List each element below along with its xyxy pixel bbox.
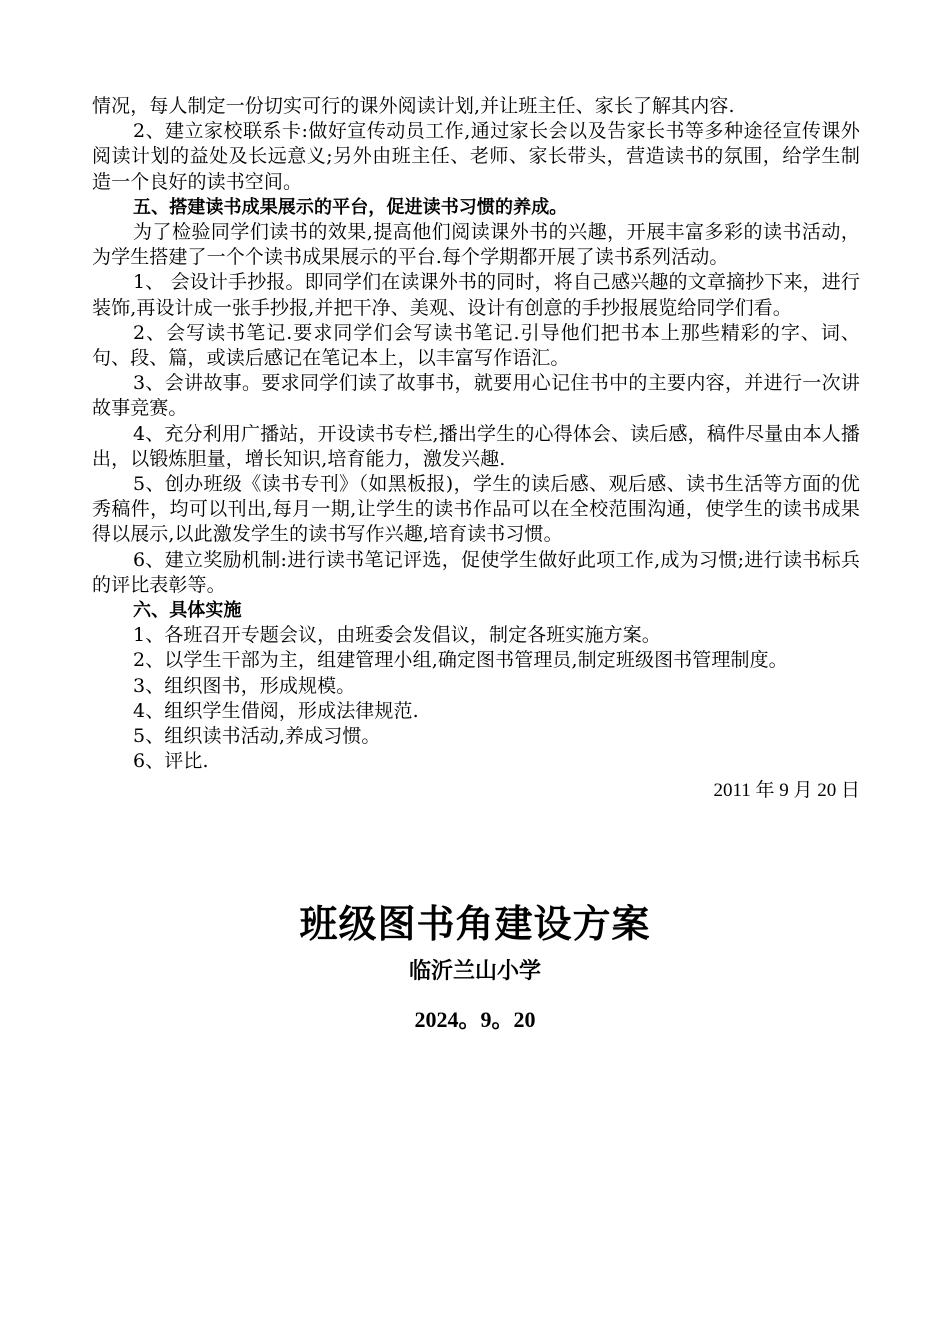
paragraph: 情况，每人制定一份切实可行的课外阅读计划,并让班主任、家长了解其内容. — [92, 95, 735, 117]
paragraph: 4、充分利用广播站，开设读书专栏,播出学生的心得体会、读后感，稿件尽量由本人播出，以锻炼胆量，增长知识,培育能力，激发兴趣. — [92, 422, 860, 470]
document-body — [92, 94, 860, 803]
cover-date: 2024。9。20 — [414, 1007, 536, 1032]
paragraph: 6、建立奖励机制:进行读书笔记评选，促使学生做好此项工作,成为习惯;进行读书标兵的评比表彰等。 — [92, 548, 860, 596]
cover-school: 临沂兰山小学 — [408, 959, 541, 984]
paragraph: 5、创办班级《读书专刊》（如黑板报)，学生的读后感、观后感、读书生活等方面的优秀稿件，均可以刊出,每月一期,让学生的读书作品可以在全校范围沟通，使学生的读书成果得以展示,以此激发学生的读书写作兴趣,培育读书习惯。 — [92, 473, 860, 546]
paragraph: 2、会写读书笔记.要求同学们会写读书笔记.引导他们把书本上那些精彩的字、词、句、段、篇，或读后感记在笔记本上，以丰富写作语汇。 — [92, 321, 860, 370]
step-item: 1、各班召开专题会议，由班委会发倡议，制定各班实施方案。 — [133, 624, 661, 647]
paragraph: 3、会讲故事。要求同学们读了故事书，就要用心记住书中的主要内容，并进行一次讲故事竞赛。 — [92, 372, 860, 420]
signoff-date: 2011 年 9 月 20 日 — [713, 780, 860, 802]
paragraph: 1、 会设计手抄报。即同学们在读课外书的同时，将自己感兴趣的文章摘抄下来，进行装饰,再设计成一张手抄报,并把干净、美观、设计有创意的手抄报展览给同学们看。 — [92, 271, 860, 319]
step-item: 4、组织学生借阅，形成法律规范. — [133, 699, 419, 722]
step-item: 5、组织读书活动,养成习惯。 — [133, 725, 381, 748]
paragraph: 为了检验同学们读书的效果,提高他们阅读课外书的兴趣，开展丰富多彩的读书活动，为学生搭建了一个个读书成果展示的平台.每个学期都开展了读书系列活动。 — [92, 221, 860, 269]
paragraph: 2、建立家校联系卡:做好宣传动员工作,通过家长会以及告家长书等多种途径宣传课外阅读计划的益处及长远意义;另外由班主任、老师、家长带头，营造读书的氛围，给学生制造一个良好的读书空间。 — [92, 120, 860, 193]
step-item: 3、组织图书，形成规模。 — [133, 674, 356, 697]
cover-title: 班级图书角建设方案 — [299, 902, 651, 946]
section-heading-6: 六、具体实施 — [133, 600, 242, 622]
step-item: 2、以学生干部为主，组建管理小组,确定图书管理员,制定班级图书管理制度。 — [133, 649, 788, 672]
section-heading-5: 五、搭建读书成果展示的平台，促进读书习惯的养成。 — [133, 196, 568, 218]
step-item: 6、评比. — [133, 750, 209, 773]
